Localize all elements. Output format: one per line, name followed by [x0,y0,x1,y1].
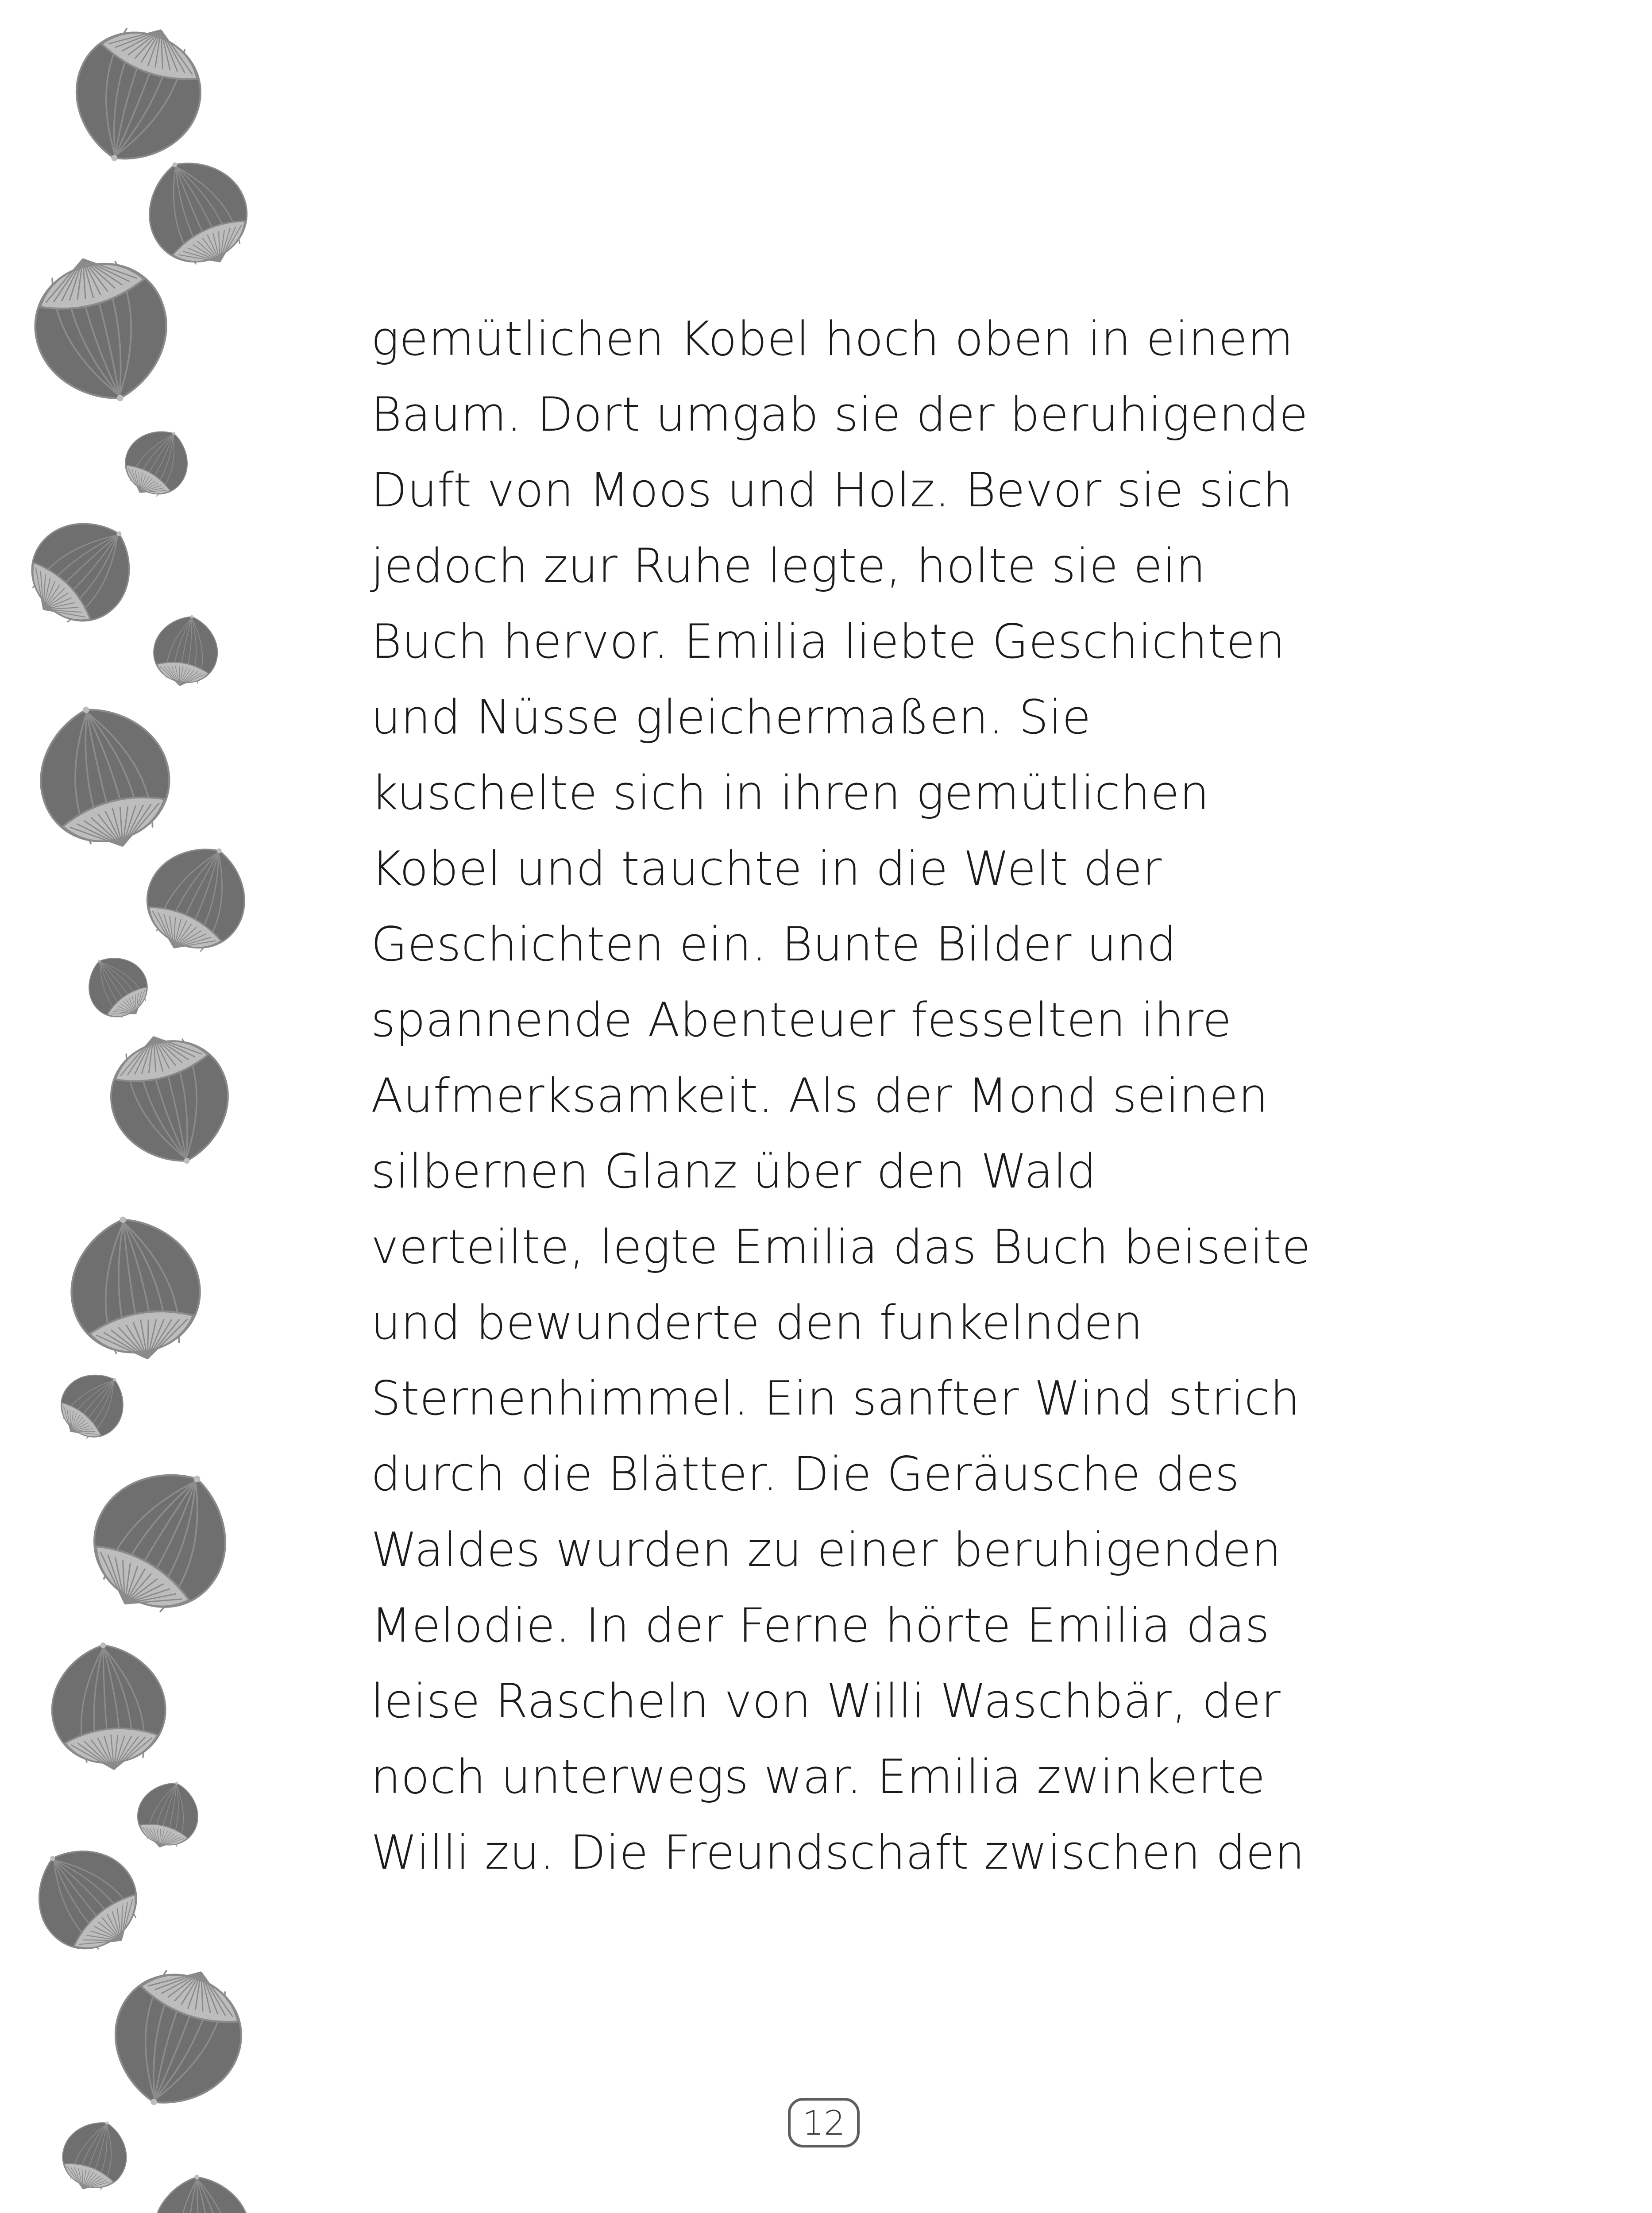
hazelnut-border-decoration [0,0,274,2213]
hazelnut-icon [113,416,201,508]
hazelnut-icon [55,9,219,182]
story-line: gemütlichen Kobel hoch oben in einem [371,312,1294,366]
story-line: und Nüsse gleichermaßen. Sie [371,690,1091,744]
hazelnut-icon [68,1443,255,1636]
story-text [371,301,1433,1890]
hazelnut-icon [23,690,185,863]
hazelnut-icon [9,497,155,644]
hazelnut-icon [19,242,184,418]
hazelnut-icon [59,1205,211,1370]
story-line: Aufmerksamkeit. Als der Mond seinen [371,1068,1269,1123]
hazelnut-icon [53,2111,138,2200]
hazelnut-icon [97,1022,244,1179]
story-line: leise Rascheln von Willi Waschbär, der [371,1674,1281,1728]
story-line: verteilte, legte Emilia das Buch beiseite [371,1220,1311,1274]
story-line: kuschelte sich in ihren gemütlichen [371,766,1210,820]
story-line: Melodie. In der Ferne hörte Emilia das [371,1598,1270,1653]
story-line: noch unterwegs war. Emilia zwinkerte [371,1750,1266,1804]
story-line: Buch hervor. Emilia liebte Geschichten [371,614,1285,669]
story-line: Sternenhimmel. Ein sanfter Wind strich [371,1371,1301,1426]
hazelnut-icon [131,1774,206,1855]
hazelnut-icon [149,2171,254,2213]
story-line: Waldes wurden zu einer beruhigenden [371,1523,1281,1577]
hazelnut-icon [74,943,160,1030]
story-line: Kobel und tauchte in die Welt der [371,841,1162,896]
story-line: spannende Abenteuer fesselten ihre [371,993,1232,1047]
hazelnut-icon [46,1638,170,1774]
hazelnut-icon [148,609,224,691]
story-line: durch die Blätter. Die Geräusche des [371,1447,1240,1501]
story-line: jedoch zur Ruhe legte, holte sie ein [371,539,1206,593]
hazelnut-icon [47,1358,139,1452]
story-line: Baum. Dort umgab sie der beruhigende [371,387,1308,442]
story-line: Geschichten ein. Bunte Bilder und [371,917,1177,972]
story-line: silbernen Glanz über den Wald [371,1144,1097,1199]
page-number: 12 [788,2098,860,2147]
story-line: Willi zu. Die Freundschaft zwischen den [371,1825,1305,1880]
story-line: Duft von Moos und Holz. Bevor sie sich [371,463,1293,517]
hazelnut-icon [130,828,264,968]
hazelnut-icon [94,1951,260,2126]
story-line: und bewunderte den funkelnden [371,1295,1143,1350]
hazelnut-icon [130,142,264,282]
hazelnut-icon [14,1825,159,1972]
